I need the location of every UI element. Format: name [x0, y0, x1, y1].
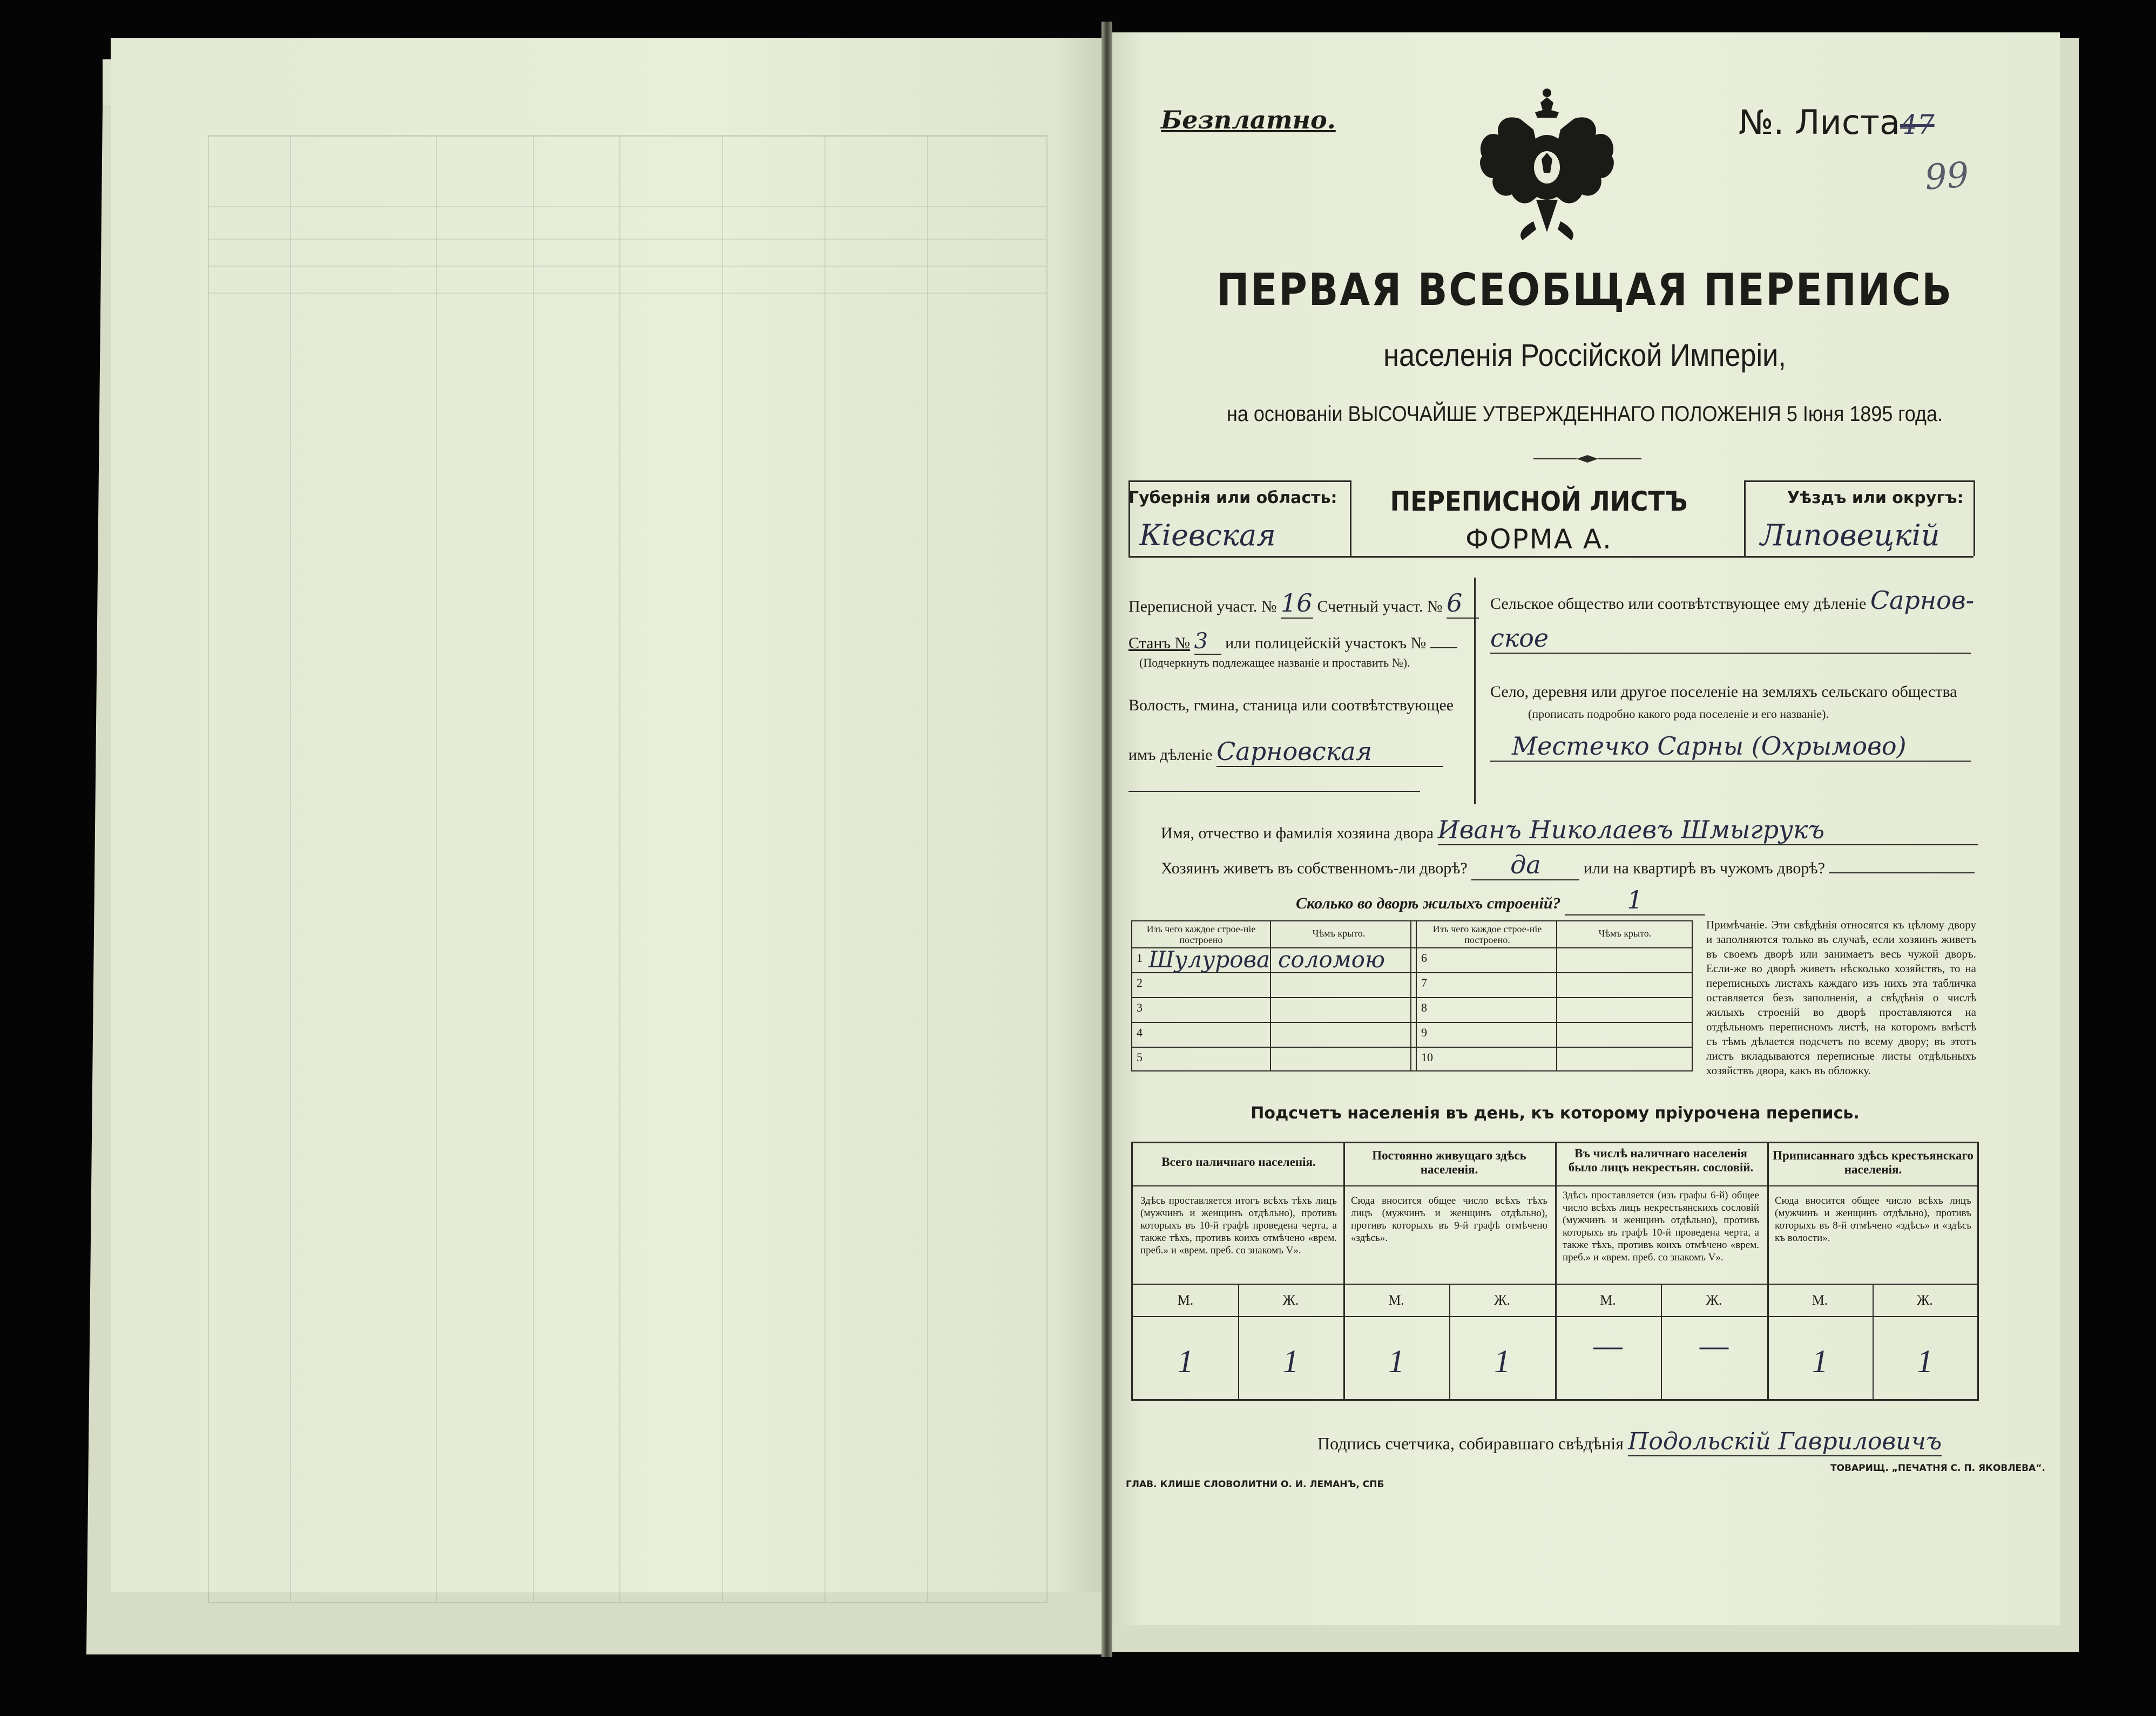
rule [1973, 480, 1975, 556]
census-title: ПЕРВАЯ ВСЕОБЩАЯ ПЕРЕПИСЬ [1216, 264, 1953, 316]
own-yard-label: Хозяинъ живетъ въ собственномъ-ли дворѣ? [1161, 859, 1468, 877]
police-note: (Подчеркнуть подлежащее названіе и проставить №). [1139, 656, 1410, 669]
province-label: Губернія или область: [1128, 489, 1337, 507]
col4-description: Сюда вносится общее число всѣхъ лицъ (мужчинъ и женщинъ отдѣльно), противъ которыхъ въ 8-й отмѣчено «здѣсь» и «здѣсь къ волости». [1775, 1195, 1971, 1244]
sheet-number-label: №. Листа [1739, 103, 1901, 142]
sheet-number-value: 47 [1900, 109, 1935, 140]
volost-value: Сарновская [1216, 737, 1443, 767]
book-spine [1101, 22, 1112, 1657]
rule [1133, 1284, 1977, 1285]
population-table [1131, 1142, 1979, 1401]
left-page [111, 38, 1107, 1592]
village-note: (прописать подробно какого рода поселеніе и его названіе). [1528, 707, 1829, 721]
col4-male-value: 1 [1812, 1344, 1828, 1379]
col3-male-value: — [1593, 1327, 1623, 1363]
volost-field [1128, 737, 1443, 767]
census-section-field [1128, 588, 1479, 619]
village-value: Местечко Сарны (Охрымово) [1512, 731, 1907, 761]
village-label: Село, деревня или другое поселеніе на земляхъ сельскаго общества [1490, 683, 1957, 701]
census-section-label: Переписной участ. № [1128, 598, 1277, 615]
signature-value: Подольскій Гавриловичъ [1628, 1428, 1942, 1455]
male-label: М. [1177, 1292, 1194, 1308]
own-yard-field [1161, 850, 1975, 880]
rented-label: или на квартирѣ въ чужомъ дворѣ? [1583, 859, 1825, 877]
buildings-table [1131, 920, 1693, 1071]
row-number: 2 [1137, 976, 1143, 989]
male-label: М. [1812, 1292, 1828, 1308]
row-number: 10 [1421, 1050, 1433, 1064]
buildings-field [1296, 885, 1705, 915]
free-label: Безплатно. [1161, 105, 1336, 134]
province-value: Кіевская [1139, 518, 1276, 552]
form-subtitle: ФОРМА А. [1465, 524, 1612, 555]
community-value-1: Сарнов- [1870, 586, 1975, 615]
male-label: М. [1600, 1292, 1616, 1308]
census-decree-line: на основаніи ВЫСОЧАЙШЕ УТВЕРЖДЕННАГО ПОЛОЖЕНІЯ 5 Іюня 1895 года. [1226, 402, 1943, 426]
volost-label-1: Волость, гмина, станица или соотвѣтствующее [1128, 696, 1454, 714]
rule [1744, 480, 1746, 556]
rule [1270, 921, 1271, 1070]
rule [1133, 1316, 1977, 1317]
row-number: 8 [1421, 1001, 1427, 1014]
male-label: М. [1388, 1292, 1404, 1308]
own-yard-value: да [1471, 850, 1579, 880]
col-header-material: Изъ чего каждое строе-ніе построено [1146, 924, 1256, 945]
row1-roof-value: соломою [1278, 946, 1385, 973]
col1-description: Здѣсь проставляется итогъ всѣхъ тѣхъ лицъ (мужчинъ и женщинъ отдѣльно), противъ которыхъ въ 10-й графѣ проведена черта, а также тѣхъ, противъ коихъ отмѣчено «врем. преб.» и «врем. преб. со знакомъ V». [1140, 1195, 1337, 1256]
buildings-label: Сколько во дворѣ жилыхъ строеній? [1296, 894, 1561, 912]
community-field [1490, 586, 1974, 615]
printer-credit-left: ГЛАВ. КЛИШЕ СЛОВОЛИТНИ О. И. ЛЕМАНЪ, СПБ [1126, 1479, 1384, 1490]
rule [1133, 1185, 1977, 1186]
note-text: Примѣчаніе. Эти свѣдѣнія относятся къ цѣлому двору и заполняются только въ случаѣ, если хозяинъ живетъ въ своемъ дворѣ или занимаетъ весь чужой дворъ. Если-же во дворѣ живетъ нѣсколько хозяйствъ, то на переписныхъ листахъ каждаго изъ нихъ эта табличка оставляется безъ заполненія, а свѣдѣнія о числѣ жилыхъ строеній во дворѣ проставляются на отдѣльномъ переписномъ листѣ, на которомъ вмѣстѣ съ тѣмъ дѣлается подсчетъ по всему двору; въ этотъ листъ вкладываются переписные листы отдѣльныхъ хозяйствъ двора, какъ въ обложку. [1706, 918, 1976, 1077]
rule [1128, 791, 1420, 792]
district-label: Уѣздъ или округъ: [1787, 489, 1964, 507]
volost-label-2: имъ дѣленіе [1128, 746, 1213, 764]
col3-female-value: — [1699, 1327, 1729, 1363]
buildings-value: 1 [1565, 885, 1705, 915]
stan-field [1128, 629, 1457, 655]
row-number: 7 [1421, 976, 1427, 989]
row-number: 9 [1421, 1026, 1427, 1039]
rule [1132, 1047, 1692, 1048]
col2-male-value: 1 [1388, 1344, 1404, 1379]
rule [1744, 480, 1973, 482]
village-value-line [1490, 731, 1971, 762]
col1-header: Всего наличнаго населенія. [1161, 1155, 1316, 1169]
rule [1410, 921, 1411, 1070]
population-title: Подсчетъ населенія въ день, къ которому пріурочена перепись. [1251, 1104, 1860, 1123]
rule [1132, 1022, 1692, 1023]
community-value-line [1490, 623, 1971, 654]
col1-female-value: 1 [1282, 1344, 1299, 1379]
col3-description: Здѣсь проставляется (изъ графы 6-й) общее число всѣхъ лицъ некрестьянскихъ сословій (мужчинъ и женщинъ отдѣльно), противъ которыхъ въ графѣ 10-й проведена черта, а также тѣхъ, противъ коихъ отмѣчено «врем. преб.» и «врем. преб. со знакомъ V». [1563, 1190, 1759, 1263]
count-section-value: 6 [1447, 588, 1479, 619]
col3-header: Въ числѣ наличнаго населенія было лицъ некрестьян. сословій. [1568, 1147, 1754, 1174]
stan-value: 3 [1194, 629, 1221, 655]
row-number: 5 [1137, 1050, 1143, 1064]
police-value [1430, 647, 1457, 648]
col4-header: Приписаннаго здѣсь крестьянскаго населенія. [1773, 1149, 1973, 1176]
count-section-label: Счетный участ. № [1317, 598, 1443, 615]
row-number: 1 [1137, 951, 1143, 965]
sheet-number [1739, 103, 1935, 142]
rule [1556, 921, 1557, 1070]
imperial-eagle-emblem [1477, 86, 1617, 248]
col2-female-value: 1 [1494, 1344, 1510, 1379]
female-label: Ж. [1494, 1292, 1510, 1308]
printer-credit-right: ТОВАРИЩ. „ПЕЧАТНЯ С. П. ЯКОВЛЕВА“. [1830, 1463, 2045, 1474]
pencil-page-number: 99 [1923, 155, 1970, 198]
col2-header: Постоянно живущаго здѣсь населенія. [1372, 1149, 1526, 1176]
female-label: Ж. [1282, 1292, 1299, 1308]
rented-value [1829, 872, 1975, 873]
female-label: Ж. [1917, 1292, 1933, 1308]
community-value-2: ское [1490, 623, 1549, 653]
rule [1132, 997, 1692, 998]
owner-field [1161, 815, 1978, 845]
col1-male-value: 1 [1177, 1344, 1194, 1379]
row1-material-value: Шулурова [1148, 946, 1270, 973]
census-subtitle: населенія Россійской Имперіи, [1383, 338, 1786, 373]
col-header-roof-2: Чѣмъ крыто. [1598, 928, 1652, 939]
row-number: 6 [1421, 951, 1427, 965]
community-label: Сельское общество или соотвѣтствующее ему дѣленіе [1490, 595, 1867, 613]
owner-value: Иванъ Николаевъ Шмыгрукъ [1438, 815, 1978, 845]
col4-female-value: 1 [1917, 1344, 1933, 1379]
decorative-flourish [1533, 453, 1641, 464]
col2-description: Сюда вносится общее число всѣхъ тѣхъ лицъ (мужчинъ и женщинъ отдѣльно), противъ которыхъ въ 9-й графѣ отмѣчено «здѣсь». [1351, 1195, 1547, 1244]
col-header-roof: Чѣмъ крыто. [1312, 928, 1366, 939]
enumerator-signature [1317, 1428, 1942, 1456]
district-value: Липовецкій [1760, 518, 1940, 552]
rule [1128, 556, 1973, 558]
rule [1416, 921, 1417, 1070]
stan-label: Станъ № [1128, 634, 1191, 652]
police-label: или полицейскій участокъ № [1225, 634, 1427, 652]
bleed-through-grid [208, 135, 1047, 1603]
female-label: Ж. [1706, 1292, 1722, 1308]
row-number: 4 [1137, 1026, 1143, 1039]
rule [1128, 480, 1350, 482]
form-title: ПЕРЕПИСНОЙ ЛИСТЪ [1390, 486, 1688, 517]
census-section-value: 16 [1281, 588, 1313, 618]
signature-label: Подпись счетчика, собиравшаго свѣдѣнія [1317, 1434, 1624, 1453]
col-header-material-2: Изъ чего каждое строе-ніе построено. [1432, 924, 1542, 945]
owner-label: Имя, отчество и фамилія хозяина двора [1161, 824, 1434, 842]
row-number: 3 [1137, 1001, 1143, 1014]
